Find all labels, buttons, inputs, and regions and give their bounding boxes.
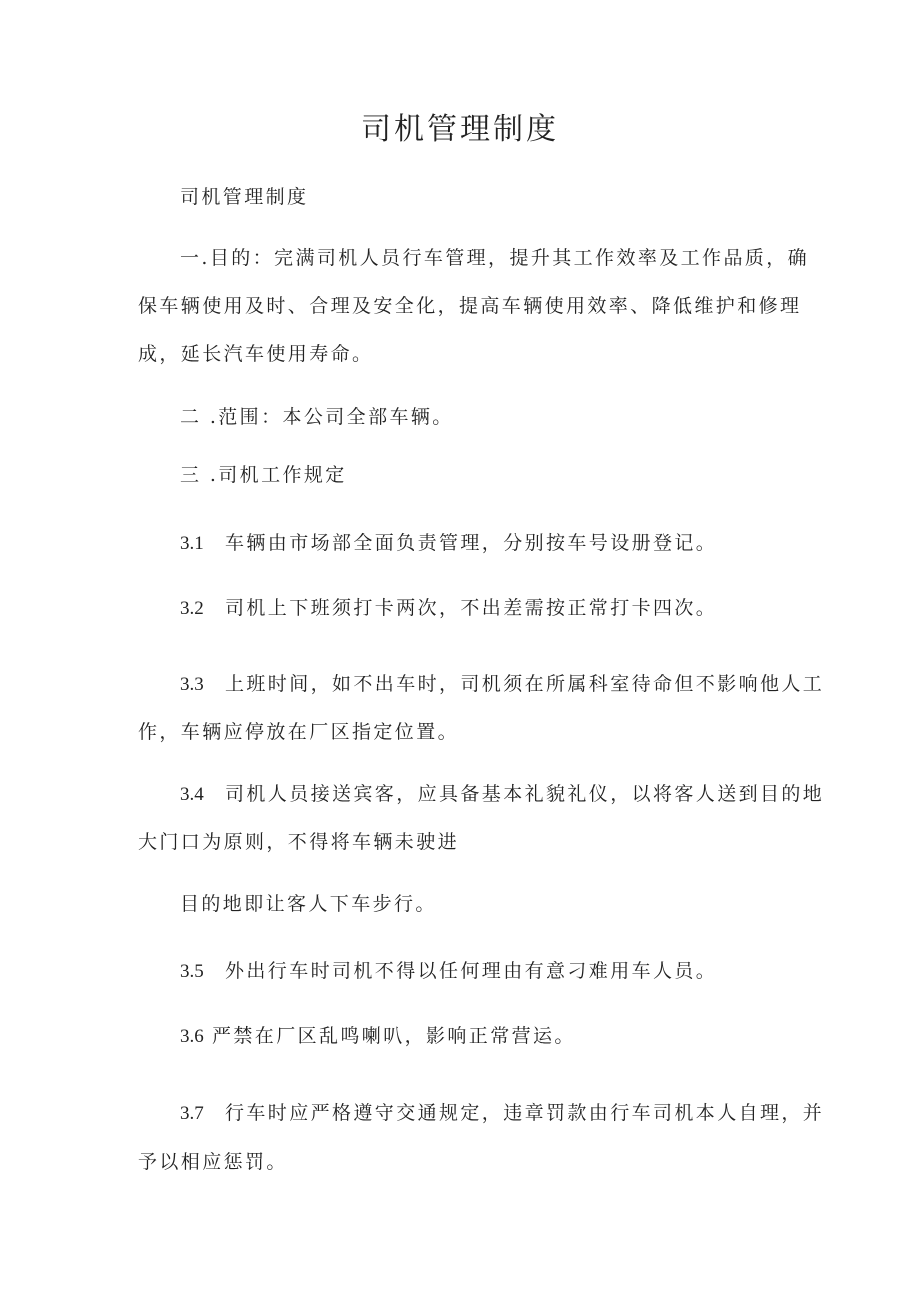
rule-text: 外出行车时司机不得以任何理由有意刁难用车人员。 (225, 960, 718, 982)
purpose-line-1: 一.目的：完满司机人员行车管理，提升其工作效率及工作品质，确 (180, 247, 810, 269)
rule-3-3-line-2: 作，车辆应停放在厂区指定位置。 (138, 721, 460, 743)
rule-3-4-line-3: 目的地即让客人下车步行。 (180, 893, 437, 915)
rule-3-6 (180, 1013, 576, 1060)
scope: 二 .范围：本公司全部车辆。 (180, 406, 454, 428)
rule-text: 严禁在厂区乱鸣喇叭，影响正常营运。 (212, 1025, 576, 1047)
rule-3-1 (180, 520, 717, 567)
page-title: 司机管理制度 (361, 112, 559, 147)
rule-3-2 (180, 585, 717, 632)
rule-number: 3.6 (180, 1026, 204, 1047)
rule-3-7 (180, 1090, 824, 1137)
rule-3-4 (180, 771, 824, 818)
purpose-line-2: 保车辆使用及时、合理及安全化，提高车辆使用效率、降低维护和修理 (138, 295, 802, 317)
rule-text: 车辆由市场部全面负责管理，分别按车号设册登记。 (225, 532, 718, 554)
rule-3-7-line-2: 予以相应惩罚。 (138, 1151, 288, 1173)
rule-number: 3.5 (180, 961, 204, 982)
rule-3-3 (180, 661, 824, 708)
rule-text: 行车时应严格遵守交通规定，违章罚款由行车司机本人自理，并 (225, 1102, 825, 1124)
rule-3-4-line-2: 大门口为原则，不得将车辆未驶进 (138, 831, 460, 853)
rules-heading: 三 .司机工作规定 (180, 464, 347, 486)
rule-text: 上班时间，如不出车时，司机须在所属科室待命但不影响他人工 (225, 673, 825, 695)
rule-number: 3.4 (180, 784, 204, 805)
purpose-line-3: 成，延长汽车使用寿命。 (138, 343, 374, 365)
rule-number: 3.2 (180, 598, 204, 619)
rule-number: 3.1 (180, 533, 204, 554)
subtitle: 司机管理制度 (180, 186, 309, 208)
rule-3-5 (180, 948, 717, 995)
rule-number: 3.3 (180, 674, 204, 695)
rule-number: 3.7 (180, 1103, 204, 1124)
rule-text: 司机人员接送宾客，应具备基本礼貌礼仪，以将客人送到目的地 (225, 783, 825, 805)
rule-text: 司机上下班须打卡两次，不出差需按正常打卡四次。 (225, 597, 718, 619)
